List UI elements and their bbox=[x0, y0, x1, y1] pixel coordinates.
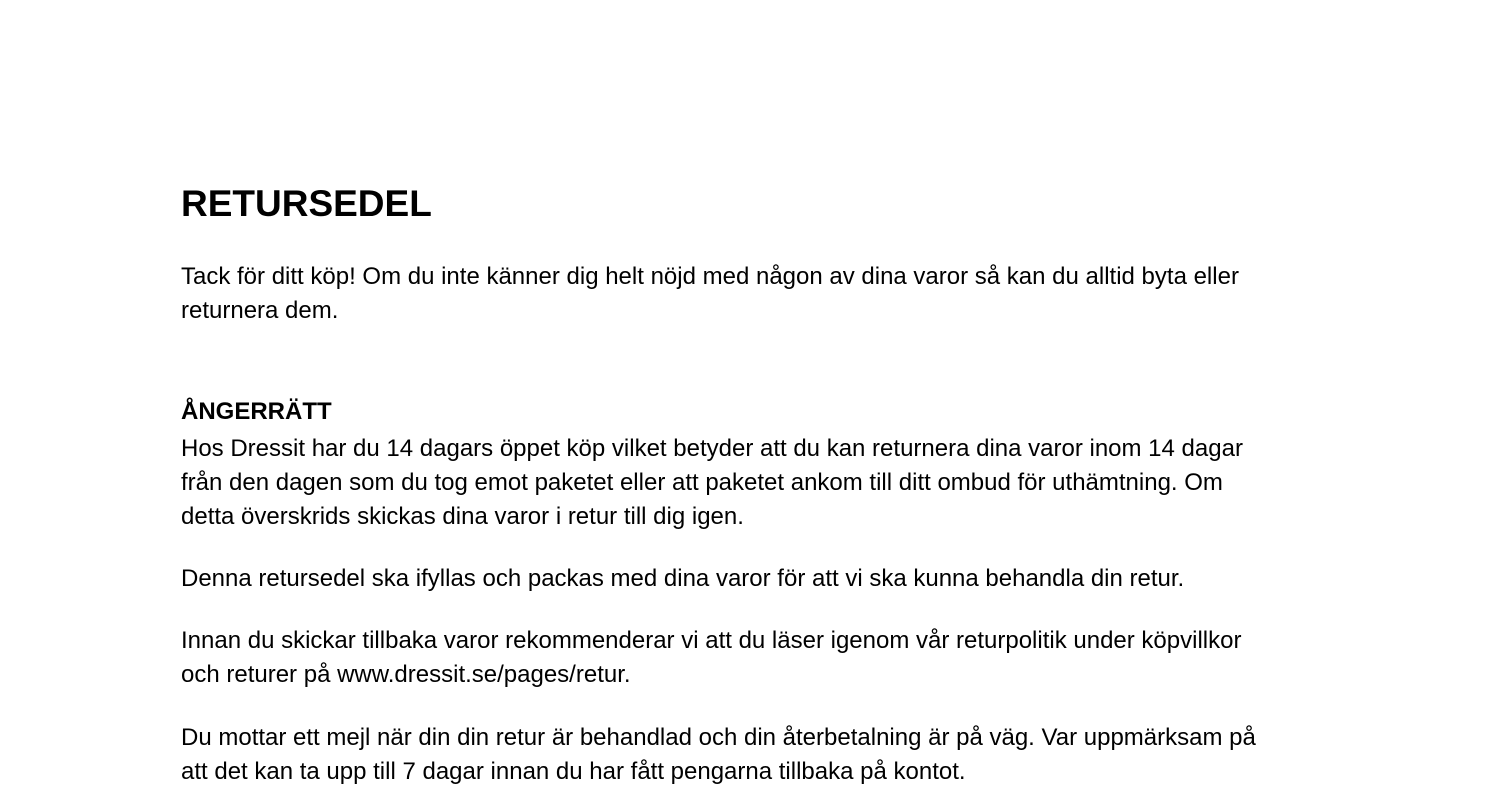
paragraph-line: Innan du skickar tillbaka varor rekommenderar vi att du läser igenom vår returpolitik under köpvillkor bbox=[181, 627, 1242, 654]
document-title: RETURSEDEL bbox=[181, 183, 432, 224]
paragraph-line: Denna retursedel ska ifyllas och packas med dina varor för att vi ska kunna behandla din retur. bbox=[181, 565, 1185, 592]
section-heading: ÅNGERRÄTT bbox=[181, 398, 332, 425]
paragraph-line: Hos Dressit har du 14 dagars öppet köp vilket betyder att du kan returnera dina varor inom 14 dagar bbox=[181, 435, 1243, 462]
paragraph-line: detta överskrids skickas dina varor i retur till dig igen. bbox=[181, 503, 744, 530]
intro-line: Tack för ditt köp! Om du inte känner dig helt nöjd med någon av dina varor så kan du alltid byta eller bbox=[181, 263, 1239, 290]
paragraph-line: och returer på www.dressit.se/pages/retur. bbox=[181, 661, 631, 688]
paragraph-line: från den dagen som du tog emot paketet eller att paketet ankom till ditt ombud för uthämtning. Om bbox=[181, 469, 1223, 496]
paragraph-line: att det kan ta upp till 7 dagar innan du har fått pengarna tillbaka på kontot. bbox=[181, 758, 966, 785]
paragraph-line: Du mottar ett mejl när din din retur är behandlad och din återbetalning är på väg. Var uppmärksam på bbox=[181, 724, 1256, 751]
intro-line: returnera dem. bbox=[181, 297, 339, 324]
